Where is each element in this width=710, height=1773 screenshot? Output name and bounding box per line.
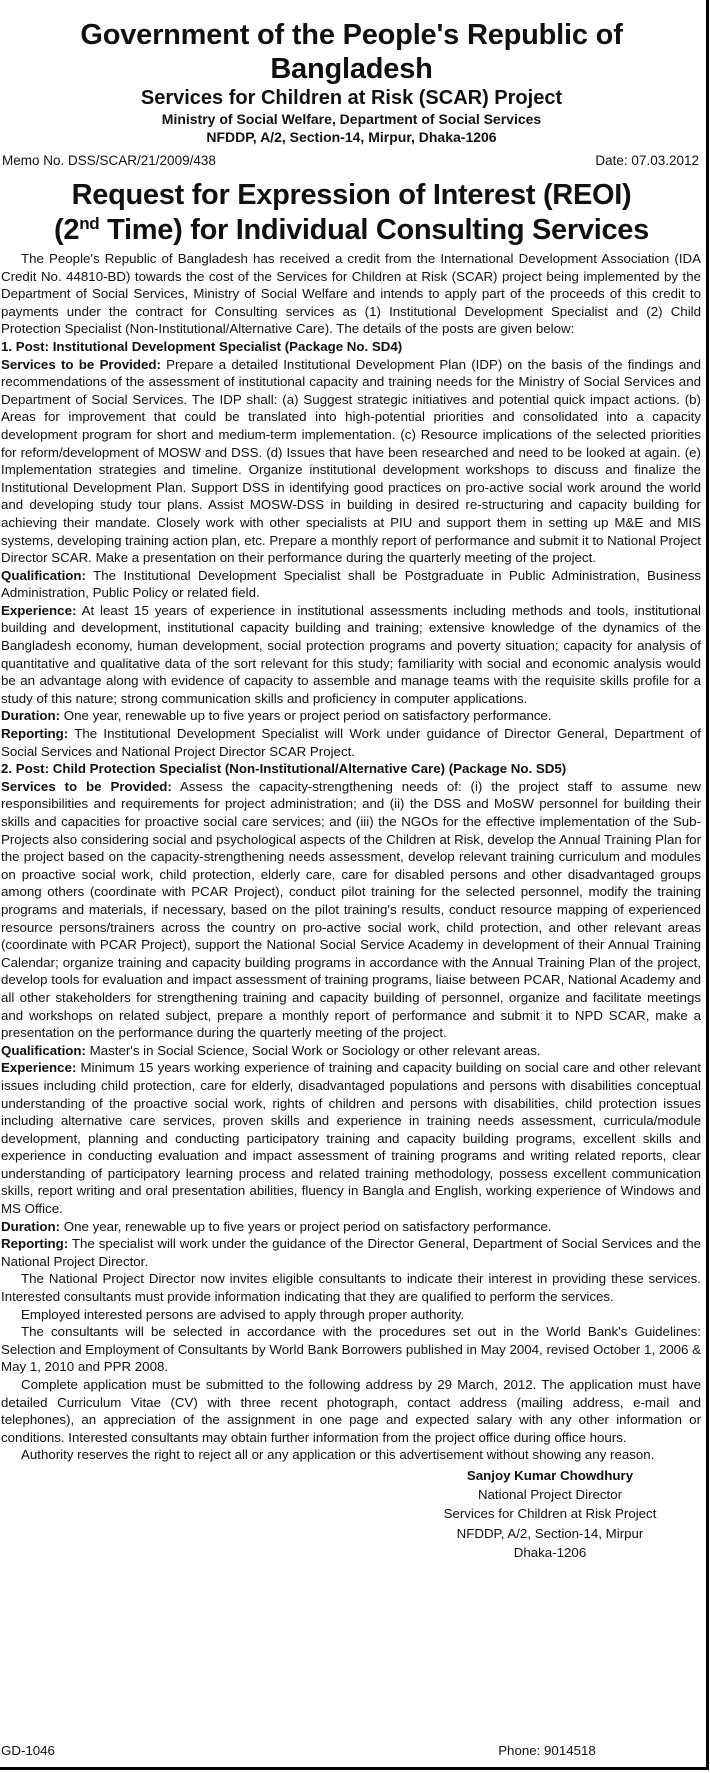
post2-heading: 2. Post: Child Protection Specialist (Non-Institutional/Alternative Care) (Package No. SD5) <box>1 761 567 777</box>
government-heading: Government of the People's Republic of Bangladesh <box>80 19 623 85</box>
reoi-title-line1: Request for Expression of Interest (REOI) <box>71 179 632 211</box>
signatory-title: National Project Director <box>477 1487 623 1503</box>
gd-code: GD-1046 <box>1 1743 55 1758</box>
experience-text: Minimum 15 years working experience of training and capacity building on social care and other relevant issues including child protection, care for elderly, disadvantaged populations and persons with disabilities conceptual understanding of the proactive social work, rights of children and persons with disabilities, child protection issues including alternative care services, proven skills and experience in training needs assessment, curricula/module development, planning and conducting participatory training and capacity building programs, excellent skills and experience in conducting evaluation and impact assessment of training programs and writing related reports, clear understanding of participatory learning process and related training methodology, possess excellent communication skills, report writing and oral presentation abilities, fluency in Bangla and English, working experience of Windows and MS Office. <box>1 1060 701 1217</box>
submission-paragraph: Complete application must be submitted to the following address by 29 March, 2012. The application must have detailed Curriculum Vitae (CV) with three recent photograph, contact address (mailing address, e-mail and telephones), an appreciation of the assignment in one page and expected salary with any other information or conditions. Interested consultants may obtain further information from the project office during office hours. <box>1 1377 701 1445</box>
experience-label: Experience: <box>1 602 77 618</box>
reporting-label: Reporting: <box>1 726 69 742</box>
signatory-name: Sanjoy Kumar Chowdhury <box>466 1467 634 1483</box>
qualification-text: The Institutional Development Specialist shall be Postgraduate in Public Administration, Business Administration, Public Policy or related field. <box>1 567 701 601</box>
title-ordinal: nd <box>79 214 100 233</box>
signatory-phone: Phone: 9014518 <box>498 1743 596 1758</box>
ministry-heading: Ministry of Social Welfare, Department of Social Services <box>161 111 542 127</box>
post2-reporting <box>1 1235 701 1270</box>
reporting-text: The Institutional Development Specialist will Work under guidance of Director General, Department of Social Services and National Project Director SCAR Project. <box>1 726 701 759</box>
project-heading: Services for Children at Risk (SCAR) Project <box>140 87 563 109</box>
post1-reporting <box>1 725 701 760</box>
reoi-title <box>0 178 703 248</box>
reporting-label: Reporting: <box>1 1236 69 1252</box>
duration-label: Duration: <box>1 1218 61 1234</box>
memo-row <box>2 152 699 170</box>
duration-label: Duration: <box>1 708 61 724</box>
memo-number: Memo No. DSS/SCAR/21/2009/438 <box>2 153 216 168</box>
authority-paragraph: Authority reserves the right to reject all or any application or this advertisement without showing any reason. <box>21 1447 655 1463</box>
services-label: Services to be Provided: <box>1 356 161 372</box>
invite-paragraph: The National Project Director now invites eligible consultants to indicate their interest in providing these services. Interested consultants must provide information indicating that they are qualified to perform the services. <box>1 1271 701 1305</box>
duration-text: One year, renewable up to five years or project period on satisfactory performance. <box>60 708 552 724</box>
intro-paragraph: The People's Republic of Bangladesh has received a credit from the International Development Association (IDA Credit No. 44810-BD) towards the cost of the Services for Children at Risk (SCAR) project being implemented by the Department of Social Services, Ministry of Social Welfare and intends to apply part of the proceeds of this credit to payments under the contract for Consulting services as (1) Institutional Development Specialist and (2) Child Protection Specialist (Non-Institutional/Alternative Care). The details of the posts are given below: <box>1 251 701 337</box>
reoi-title-line2 <box>0 213 703 248</box>
services-text: Assess the capacity-strengthening needs of: (i) the project staff to assume new responsibilities and requirements for project administration; and (ii) the DSS and MoSW personnel for building their skills and capacities for proactive social care services; and (iii) the NGOs for the effective implementation of the Sub-Projects also considering social and psychological aspects of the Children at Risk, develop the Annual Training Plan for the project based on the capacity-strengthening needs assessment, develop relevant training curriculum and modules on proactive social work, child protection, elderly care, care for disabled persons and other disadvantaged groups among others (coordinate with PCAR Project), conduct pilot training for the selected personnel, modify the training programs and materials, if necessary, based on the pilot training's results, conduct resource mapping of experienced resource persons/trainers across the country on pro-active social work, child protection, and other relevant areas (coordinate with PCAR Project), support the National Social Service Academy in development of their Annual Training Calendar; organize training and capacity building programs in accordance with the Annual Training Plan of the project, develop tools for evaluation and impact assessment of training programs, liaise between PCAR, National Academy and all other stakeholders for strengthening training and capacity building of personnel, organize and facilitate meetings and workshops on related subject, prepare a monthly report of performance and submit it to NPD SCAR, make a presentation on the performance during the quarterly meeting of the project. <box>1 778 702 1041</box>
qualification-label: Qualification: <box>1 567 86 583</box>
post2-services <box>1 778 701 1042</box>
office-address: NFDDP, A/2, Section-14, Mirpur, Dhaka-1206 <box>206 129 497 145</box>
signature-block <box>400 1466 700 1562</box>
signatory-project: Services for Children at Risk Project <box>443 1506 657 1522</box>
memo-date: Date: 07.03.2012 <box>595 153 699 168</box>
signatory-city: Dhaka-1206 <box>513 1544 587 1560</box>
employed-paragraph: Employed interested persons are advised to apply through proper authority. <box>21 1306 465 1322</box>
duration-text: One year, renewable up to five years or project period on satisfactory performance. <box>60 1218 552 1234</box>
post2-duration <box>1 1218 701 1236</box>
experience-text: At least 15 years of experience in institutional assessments including methods and tools, institutional building and development, institutional capacity building and training; extensive knowledge of the dynamics of the Bangladesh economy, human development, social protection programs and poverty situation; capacity for analysis of quantitative and qualitative data of the sort relevant for this study; familiarity with social and economic analysis would be an advantage along with evidence of capacity to assemble and manage teams with the requisite skills profile for a study of this nature; strong communication skills and proficiency in computer applications. <box>1 602 701 706</box>
post2-experience <box>1 1059 701 1217</box>
experience-label: Experience: <box>1 1060 77 1076</box>
services-label: Services to be Provided: <box>1 778 172 794</box>
post1-qualification <box>1 567 701 602</box>
post1-heading: 1. Post: Institutional Development Specialist (Package No. SD4) <box>1 338 403 354</box>
qualification-text: Master's in Social Science, Social Work or Sociology or other relevant areas. <box>85 1042 541 1058</box>
qualification-label: Qualification: <box>1 1042 86 1058</box>
post1-duration <box>1 707 701 725</box>
selection-paragraph: The consultants will be selected in accordance with the procedures set out in the World Bank's Guidelines: Selection and Employment of Consultants by World Bank Borrowers published in May 2004, revised October 1, 2006 & May 1, 2010 and PPR 2008. <box>1 1324 701 1375</box>
title-prefix: (2 <box>54 214 80 246</box>
post2-qualification <box>1 1042 701 1060</box>
title-suffix: Time) for Individual Consulting Services <box>99 214 649 246</box>
post1-experience <box>1 602 701 708</box>
services-text: Prepare a detailed Institutional Development Plan (IDP) on the basis of the findings and recommendations of the assessment of institutional capacity and training needs for the Ministry of Social Services and Department of Social Services. The IDP shall: (a) Suggest strategic initiatives and potential quick impact actions. (b) Areas for improvement that could be translated into high-potential priorities and consolidated into a capacity development program for short and medium-term implementation. (c) Resource implications of the selected priorities for reform/development of MOSW and DSS. (d) Issues that have been researched and need to be looked at again. (e) Implementation strategies and timeline. Organize institutional development workshops to discuss and finalize the Institutional Development Plan. Support DSS in identifying good practices on pro-active social work around the world and developing study tour plans. Assist MOSW-DSS in building in desired re-structuring and capacity building for achieving their mandate. Closely work with other specialists at PIU and support them in setting up M&E and MIS systems, developing training action plan, etc. Prepare a monthly report of performance and submit it to National Project Director SCAR. Make a presentation on their performance during the quarterly meeting of the project. <box>1 356 702 566</box>
footer-row <box>1 1742 697 1760</box>
post1-services <box>1 356 701 567</box>
signatory-address: NFDDP, A/2, Section-14, Mirpur <box>456 1525 644 1541</box>
notice-body <box>1 250 701 1464</box>
reporting-text: The specialist will work under the guidance of the Director General, Department of Social Services and the National Project Director. <box>1 1236 701 1269</box>
